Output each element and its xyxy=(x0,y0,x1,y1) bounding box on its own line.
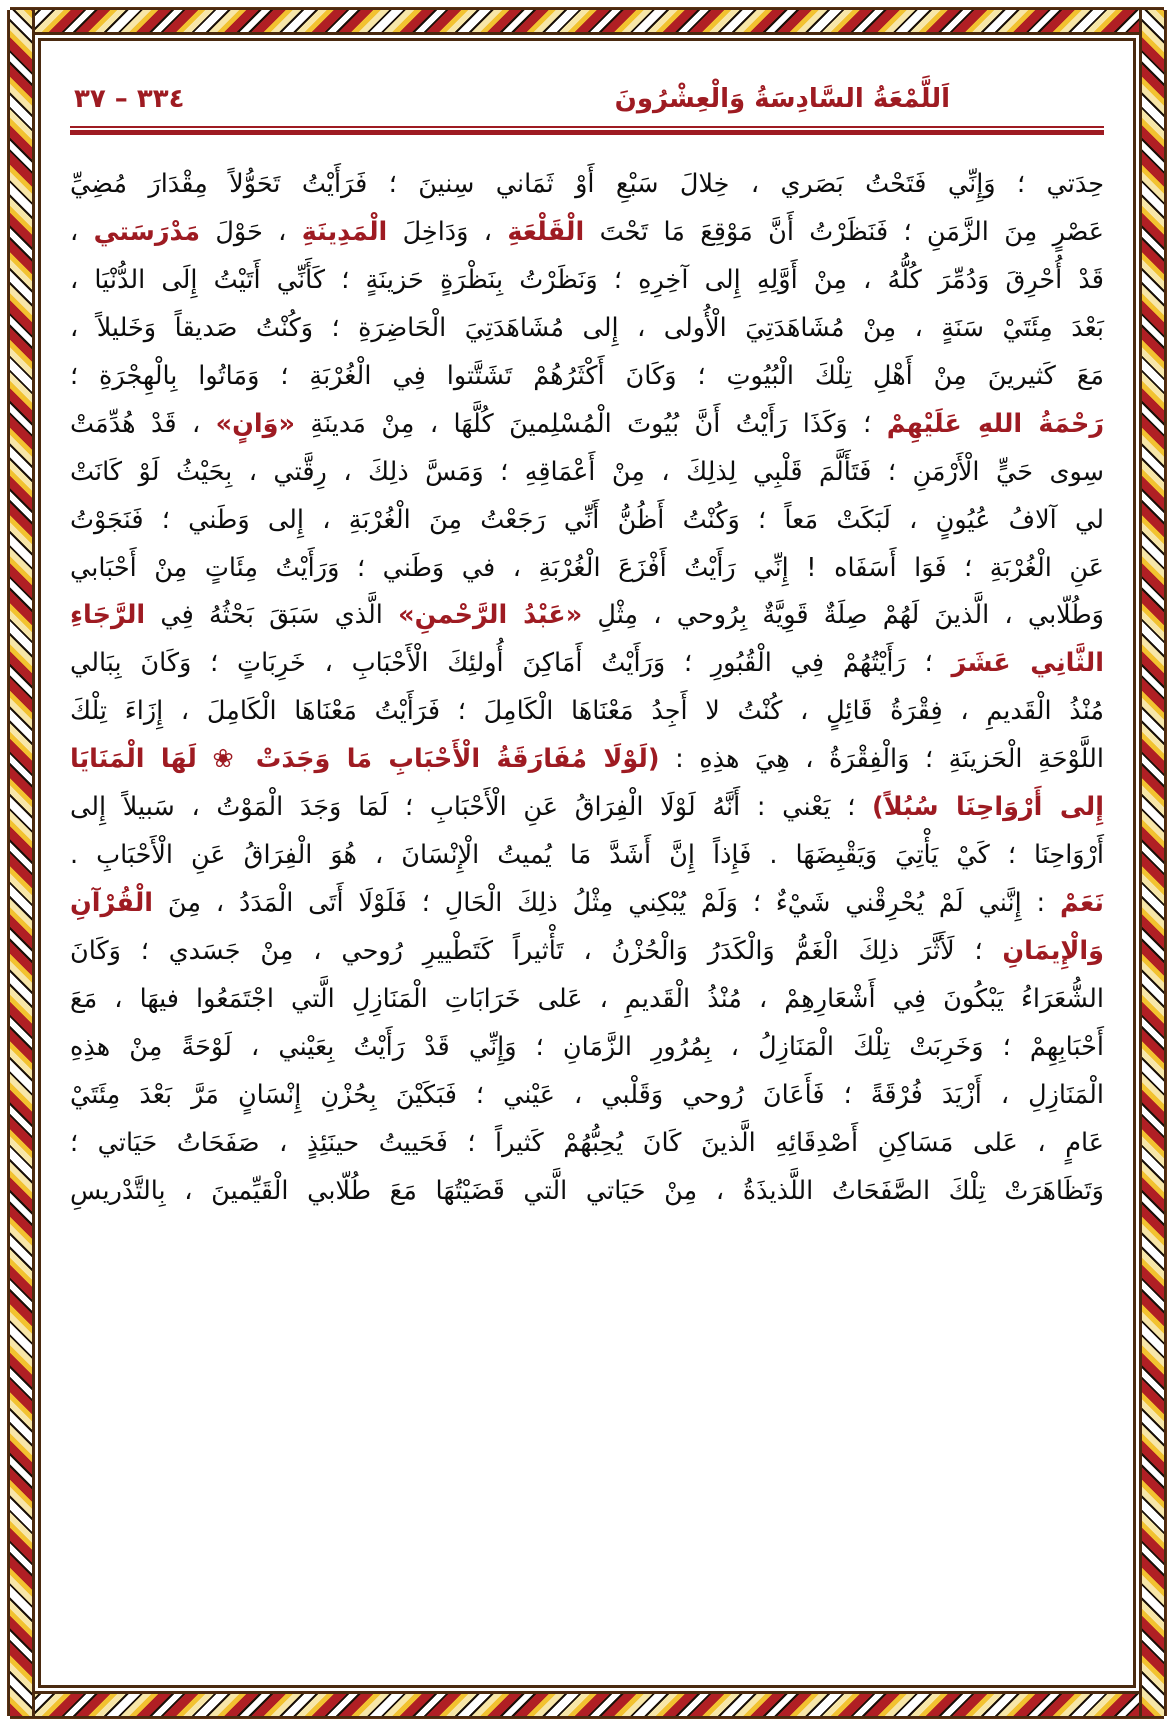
body-line xyxy=(70,545,1104,593)
body-text-run: ؛ وَكَذَا رَأَيْتُ أَنَّ بُيُوتَ الْمُسْلِمينَ كُلَّهَا ، مِنْ مَدينَةِ xyxy=(294,408,887,439)
body-text-run: ؛ لَأَثَّرَ ذلِكَ الْغَمُّ وَالْكَدَرُ وَالْحُزْنُ ، تَأْثيراً كَتَطْييرِ رُوحي ، مِنْ جَسَدي ؛ وَكَانَ xyxy=(70,936,1003,966)
body-line xyxy=(70,257,1104,305)
body-text-run: ، xyxy=(70,216,94,247)
body-text-run: بَعْدَ مِئَتَيْ سَنَةٍ ، مِنْ مُشَاهَدَتِيَ الْأُولى ، إِلى مُشَاهَدَتِيَ الْحَاضِرَةِ ؛ وَكُنْتُ صَديقاً وَخَليلاً ، xyxy=(70,312,1104,343)
body-text-run: سِوى حَيٍّ الْأَرْمَنِ ؛ فَتَأَلَّمَ قَلْبِي لِذلِكَ ، مِنْ أَعْمَاقِهِ ؛ وَمَسَّ ذلِكَ ، رِقَّتي ، بِحَيْثُ لَوْ كَانَتْ xyxy=(70,456,1104,487)
highlighted-term: «وَانٍ» xyxy=(215,408,295,439)
body-line xyxy=(70,640,1104,688)
frame-rule-top-inner xyxy=(10,32,1164,35)
highlighted-term: مَدْرَسَتي xyxy=(93,216,201,247)
highlighted-term: إِلى أَرْوَاحِنَا سُبُلاً) xyxy=(872,792,1104,823)
body-line xyxy=(70,688,1104,736)
body-text xyxy=(64,135,1110,1216)
frame-rule-left-inner xyxy=(32,10,35,1716)
page-number-reference: ٣٣٤ – ٣٧ xyxy=(74,84,185,114)
body-line xyxy=(70,1024,1104,1072)
body-text-run: الشُّعَرَاءُ يَبْكُونَ فِي أَشْعَارِهِمْ ، مُنْذُ الْقَديمِ ، عَلى خَرَابَاتِ الْمَنَازِلِ الَّتي اجْتَمَعُوا فيهَا ، مَعَ xyxy=(70,983,1104,1014)
braid-left xyxy=(10,10,32,1716)
body-text-run: أَحْبَابِهِمْ ؛ وَخَرِبَتْ تِلْكَ الْمَنَازِلُ ، بِمُرُورِ الزَّمَانِ ؛ وَإِنِّي قَدْ رَأَيْتُ بِعَيْني ، لَوْحَةً مِنْ هذِهِ xyxy=(70,1031,1104,1062)
body-text-run: مَعَ كَثيرينَ مِنْ أَهْلِ تِلْكَ الْبُيُوتِ ؛ وَكَانَ أَكْثَرُهُمْ تَشَتَّتوا فِي الْغُرْبَةِ ؛ وَمَاتُوا بِالْهِجْرَةِ ؛ xyxy=(70,360,1104,391)
body-text-run: ؛ رَأَيْتُهُمْ فِي الْقُبُورِ ؛ وَرَأَيْتُ أَمَاكِنَ أُولئِكَ الْأَحْبَابِ ، خَرِبَاتٍ ؛ وَكَانَ بِبَالي xyxy=(70,648,952,679)
frame-rule-right-inner xyxy=(1139,10,1142,1716)
body-text-run: حِدَتي ؛ وَإِنِّي فَتَحْتُ بَصَري ، خِلالَ سَبْعِ أَوْ ثَمَاني سِنينَ ؛ فَرَأَيْتُ تَحَوُّلاً مِقْدَارَ مُضِيِّ xyxy=(70,169,1104,199)
body-line xyxy=(70,784,1104,832)
body-line xyxy=(70,832,1104,880)
body-text-run: عَامٍ ، عَلى مَسَاكِنِ أَصْدِقَائِهِ الَّذينَ كَانَ يُحِبُّهُمْ كَثيراً ؛ فَحَييتُ حينَئِذٍ ، صَفَحَاتُ حَيَاتي ؛ xyxy=(70,1127,1104,1158)
braid-bottom xyxy=(10,1694,1164,1716)
corner-nick-bottom-left xyxy=(0,1716,10,1726)
body-text-run: اللَّوْحَةِ الْحَزينَةِ ؛ وَالْفِقْرَةُ ، هِيَ هذِهِ : xyxy=(659,744,1104,775)
body-line xyxy=(70,1168,1104,1216)
highlighted-term: لَهَا الْمَنَايَا xyxy=(70,744,197,775)
body-text-run: الْمَنَازِلِ ، أَزْيَدَ فُرْقَةً ؛ فَأَعَانَ رُوحي وَقَلْبي ، عَيْني ؛ فَبَكَيْنَ بِحُزْنِ إِنْسَانٍ مَرَّ بَعْدَ مِئَتَيْ xyxy=(70,1079,1104,1110)
floral-ornament-icon: ❀ xyxy=(196,744,256,775)
body-line xyxy=(70,449,1104,497)
body-text-run: مُنْذُ الْقَديمِ ، فِقْرَةُ قَائِلٍ ، كُنْتُ لا أَجِدُ مَعْنَاهَا الْكَامِلَ ؛ فَرَأَيْتُ مَعْنَاهَا الْكَامِلَ ، إِزَاءَ تِلْكَ xyxy=(70,696,1104,727)
body-line xyxy=(70,592,1104,640)
highlighted-term: الْمَدِينَةِ xyxy=(301,216,388,247)
body-text-run: ، حَوْلَ xyxy=(200,216,302,247)
body-text-run: الَّذي سَبَقَ بَحْثُهُ فِي xyxy=(145,600,399,631)
body-line xyxy=(70,736,1104,784)
highlighted-term: وَالْإِيمَانِ xyxy=(1002,936,1104,966)
body-text-run: لي آلافُ عُيُونٍ ، لَبَكَتْ مَعاً ؛ وَكُنْتُ أَظُنُّ أَنِّي رَجَعْتُ مِنَ الْغُرْبَةِ ، إِلى وَطَني ؛ فَنَجَوْتُ xyxy=(70,504,1104,535)
body-text-run: قَدْ أُحْرِقَ وَدُمِّرَ كُلُّهُ ، مِنْ أَوَّلِهِ إِلى آخِرِهِ ؛ وَنَظَرْتُ بِنَظْرَةٍ حَزينَةٍ ؛ كَأَنِّي أَتَيْتُ إِلَى الدُّنْيَا ، xyxy=(70,264,1104,295)
highlighted-term: الثَّانِي عَشَرَ xyxy=(951,648,1104,679)
body-line xyxy=(70,928,1104,976)
highlighted-term: الْقُرْآنِ xyxy=(70,888,154,919)
body-line xyxy=(70,976,1104,1024)
body-text-run: وَطُلّابي ، الَّذينَ لَهُمْ صِلَةٌ قَوِيَّةٌ بِرُوحي ، مِثْلِ xyxy=(582,600,1104,631)
body-line xyxy=(70,209,1104,257)
highlighted-term: الْقَلْعَةِ xyxy=(507,216,585,247)
body-text-run: ، وَدَاخِلَ xyxy=(387,216,508,247)
body-text-run: ؛ يَعْني : أَنَّهُ لَوْلَا الْفِرَاقُ عَنِ الْأَحْبَابِ ؛ لَمَا وَجَدَ الْمَوْتُ ، سَبيلاً إِلى xyxy=(70,792,873,823)
body-line xyxy=(70,401,1104,449)
highlighted-term: الرَّجَاءِ xyxy=(70,600,146,631)
braid-top xyxy=(10,10,1164,32)
corner-nick-top-right xyxy=(1164,0,1174,10)
body-line xyxy=(70,161,1104,209)
highlighted-term: «عَبْدُ الرَّحْمنِ» xyxy=(398,600,583,631)
body-line xyxy=(70,353,1104,401)
body-line xyxy=(70,880,1104,928)
body-text-run: أَرْوَاحِنَا ؛ كَيْ يَأْتِيَ وَيَقْبِضَهَا . فَإِذاً إِنَّ أَشَدَّ مَا يُميتُ الْإِنْسَانَ ، هُوَ الْفِرَاقُ عَنِ الْأَحْبَابِ . xyxy=(70,840,1104,871)
body-line xyxy=(70,305,1104,353)
body-line xyxy=(70,1120,1104,1168)
page-content xyxy=(52,52,1122,1674)
body-text-run: ، قَدْ هُدِّمَتْ xyxy=(70,408,216,439)
page-header xyxy=(64,66,1110,114)
header-divider xyxy=(70,126,1104,135)
highlighted-term: نَعَمْ xyxy=(1060,888,1104,919)
body-text-run: وَتَظَاهَرَتْ تِلْكَ الصَّفَحَاتُ اللَّذيذَةُ ، مِنْ حَيَاتي الَّتي قَضَيْتُهَا مَعَ طُلّابي الْقَيِّمينَ ، بِالتَّدْريسِ xyxy=(70,1175,1104,1206)
body-line xyxy=(70,1072,1104,1120)
frame-rule-bottom-inner xyxy=(10,1691,1164,1694)
body-text-run: : إِنَّني لَمْ يُحْرِقْني شَيْءٌ ؛ وَلَمْ يُبْكِني مِثْلُ ذلِكَ الْحَالِ ؛ فَلَوْلَا أَتَى الْمَدَدُ ، مِنَ xyxy=(153,888,1061,919)
highlighted-term: (لَوْلَا مُفَارَقَةُ الْأَحْبَابِ مَا وَجَدَتْ xyxy=(255,744,660,775)
page-title: اَللَّمْعَةُ السَّادِسَةُ وَالْعِشْرُونَ xyxy=(614,84,950,114)
highlighted-term: رَحْمَةُ اللهِ عَلَيْهِمْ xyxy=(886,408,1104,439)
corner-nick-top-left xyxy=(0,0,10,10)
braid-right xyxy=(1142,10,1164,1716)
corner-nick-bottom-right xyxy=(1164,1716,1174,1726)
body-text-run: عَصْرٍ مِنَ الزَّمَنِ ؛ فَنَظَرْتُ أَنَّ مَوْقِعَ مَا تَحْتَ xyxy=(584,216,1104,247)
body-line xyxy=(70,497,1104,545)
body-text-run: عَنِ الْغُرْبَةِ ؛ فَوَا أَسَفَاه ! إِنِّي رَأَيْتُ أَفْزَعَ الْغُرْبَةِ ، في وَطَني ؛ وَرَأَيْتُ مِئَاتٍ مِنْ أَحْبَابي xyxy=(70,552,1104,583)
